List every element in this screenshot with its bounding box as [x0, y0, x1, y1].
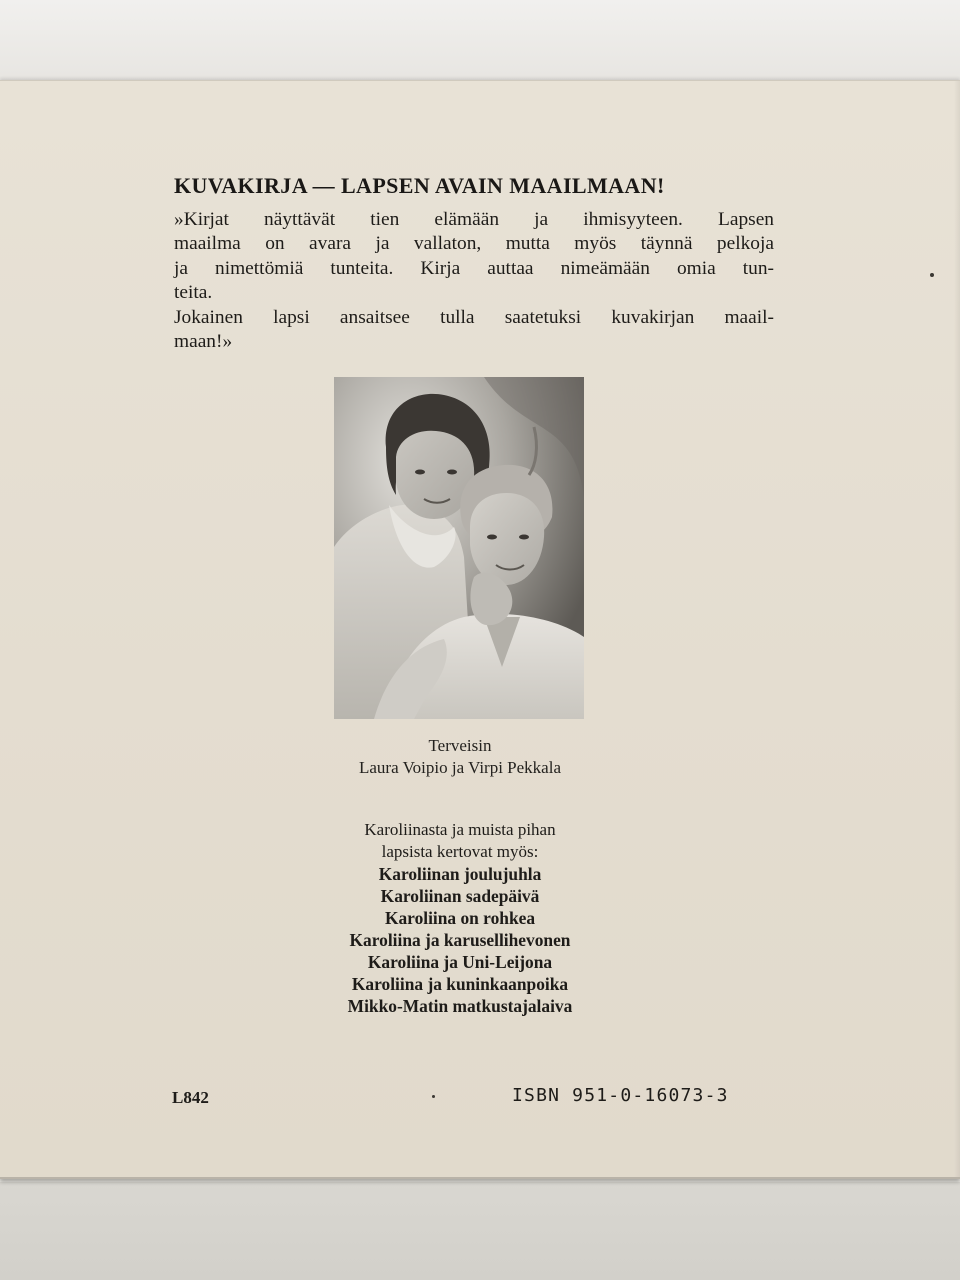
- series-title: Karoliina ja kuninkaanpoika: [351, 974, 569, 994]
- intro-line: teita.: [174, 282, 213, 304]
- series-intro-line: lapsista kertovat myös:: [381, 842, 539, 861]
- caption-authors: Laura Voipio ja Virpi Pekkala: [359, 758, 561, 777]
- series-intro-line: Karoliinasta ja muista pihan: [364, 820, 556, 839]
- series-title: Karoliinan joulujuhla: [378, 864, 542, 884]
- cover-heading: KUVAKIRJA — LAPSEN AVAIN MAAILMAAN!: [174, 173, 665, 198]
- author-photo: [334, 377, 584, 719]
- intro-quote: [174, 208, 774, 354]
- print-speck: [930, 273, 934, 277]
- series-title: Mikko-Matin matkustajalaiva: [347, 996, 573, 1016]
- cover-edge-shadow: [954, 81, 960, 1177]
- series-title: Karoliina on rohkea: [384, 908, 536, 928]
- series-titles: [260, 863, 660, 1017]
- intro-line: »Kirjat näyttävät tien elämään ja ihmisyyteen. Lapsen: [174, 209, 774, 230]
- print-speck: [432, 1095, 435, 1098]
- isbn-number: ISBN 951-0-16073-3: [512, 1085, 729, 1106]
- intro-line: maan!»: [174, 331, 233, 353]
- series-title: Karoliina ja Uni-Leijona: [367, 952, 553, 972]
- product-code: L842: [172, 1088, 209, 1107]
- series-title: Karoliinan sadepäivä: [380, 886, 540, 906]
- author-photo-illustration: [334, 377, 584, 719]
- background-surface: [0, 1182, 960, 1280]
- book-back-cover: [0, 80, 960, 1179]
- intro-line: maailma on avara ja vallaton, mutta myös täynnä pelkoja: [174, 233, 774, 255]
- series-list: [260, 819, 660, 1017]
- intro-line: Jokainen lapsi ansaitsee tulla saatetuksi kuvakirjan maail-: [174, 306, 774, 328]
- background-wall: [0, 0, 960, 84]
- photo-caption: [280, 735, 640, 779]
- caption-greeting: Terveisin: [428, 736, 492, 755]
- series-title: Karoliina ja karusellihevonen: [349, 930, 571, 950]
- intro-line: ja nimettömiä tunteita. Kirja auttaa nimeämään omia tun-: [174, 257, 774, 279]
